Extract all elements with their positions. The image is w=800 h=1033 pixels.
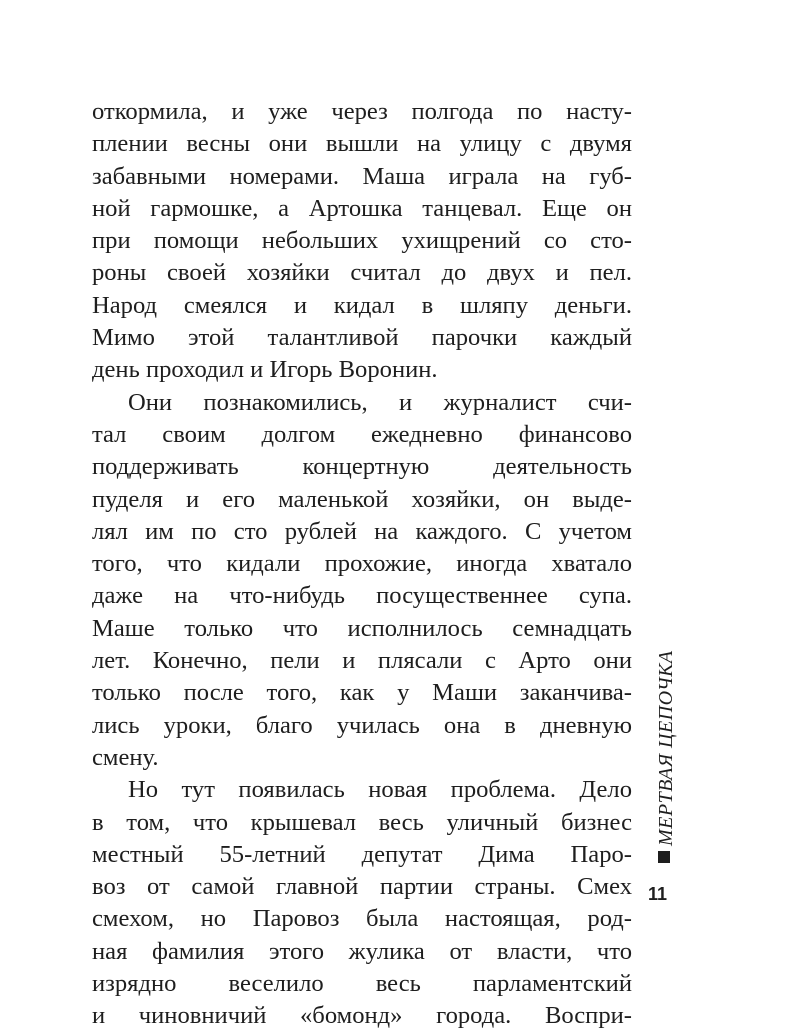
text-line: пуделя и его маленькой хозяйки, он выде-: [92, 485, 632, 513]
text-line: ной гармошке, а Артошка танцевал. Еще он: [92, 194, 632, 222]
text-line: смену.: [92, 743, 159, 771]
text-line: лет. Конечно, пели и плясали с Арто они: [92, 647, 632, 675]
text-line: в том, что крышевал весь уличный бизнес: [92, 808, 632, 836]
text-line: роны своей хозяйки считал до двух и пел.: [92, 259, 632, 287]
text-line: при помощи небольших ухищрений со сто-: [92, 227, 632, 255]
text-line: Народ смеялся и кидал в шляпу деньги.: [92, 291, 632, 319]
text-line: ная фамилия этого жулика от власти, что: [92, 937, 632, 965]
running-head-title: МЕРТВАЯ ЦЕПОЧКА: [655, 650, 677, 846]
text-line: Но тут появилась новая проблема. Дело: [128, 776, 632, 804]
text-line: лись уроки, благо училась она в дневную: [92, 711, 632, 739]
text-line: даже на что-нибудь посущественнее супа.: [92, 582, 632, 610]
text-line: только после того, как у Маши заканчива-: [92, 679, 632, 707]
text-line: откормила, и уже через полгода по насту-: [92, 98, 632, 125]
text-line: плении весны они вышли на улицу с двумя: [92, 130, 632, 158]
body-text: [92, 96, 632, 1033]
text-line: смехом, но Паровоз была настоящая, род-: [92, 905, 632, 933]
text-line: тал своим долгом ежедневно финансово: [92, 420, 632, 448]
text-line: местный 55-летний депутат Дима Паро-: [92, 840, 632, 868]
page-number: 11: [648, 884, 668, 904]
text-line: день проходил и Игорь Воронин.: [92, 356, 438, 384]
text-line: забавными номерами. Маша играла на губ-: [92, 162, 632, 190]
text-line: Они познакомились, и журналист счи-: [128, 388, 632, 416]
text-line: Маше только что исполнилось семнадцать: [92, 614, 632, 642]
text-line: воз от самой главной партии страны. Смех: [92, 873, 632, 901]
text-line: и чиновничий «бомонд» города. Воспри-: [92, 1002, 632, 1030]
text-line: поддерживать концертную деятельность: [92, 453, 632, 481]
running-head-square-icon: [658, 851, 670, 863]
text-line: того, что кидали прохожие, иногда хватало: [92, 550, 632, 578]
text-line: лял им по сто рублей на каждого. С учетом: [92, 517, 632, 545]
text-line: изрядно веселило весь парламентский: [92, 970, 632, 998]
text-line: Мимо этой талантливой парочки каждый: [92, 324, 632, 352]
